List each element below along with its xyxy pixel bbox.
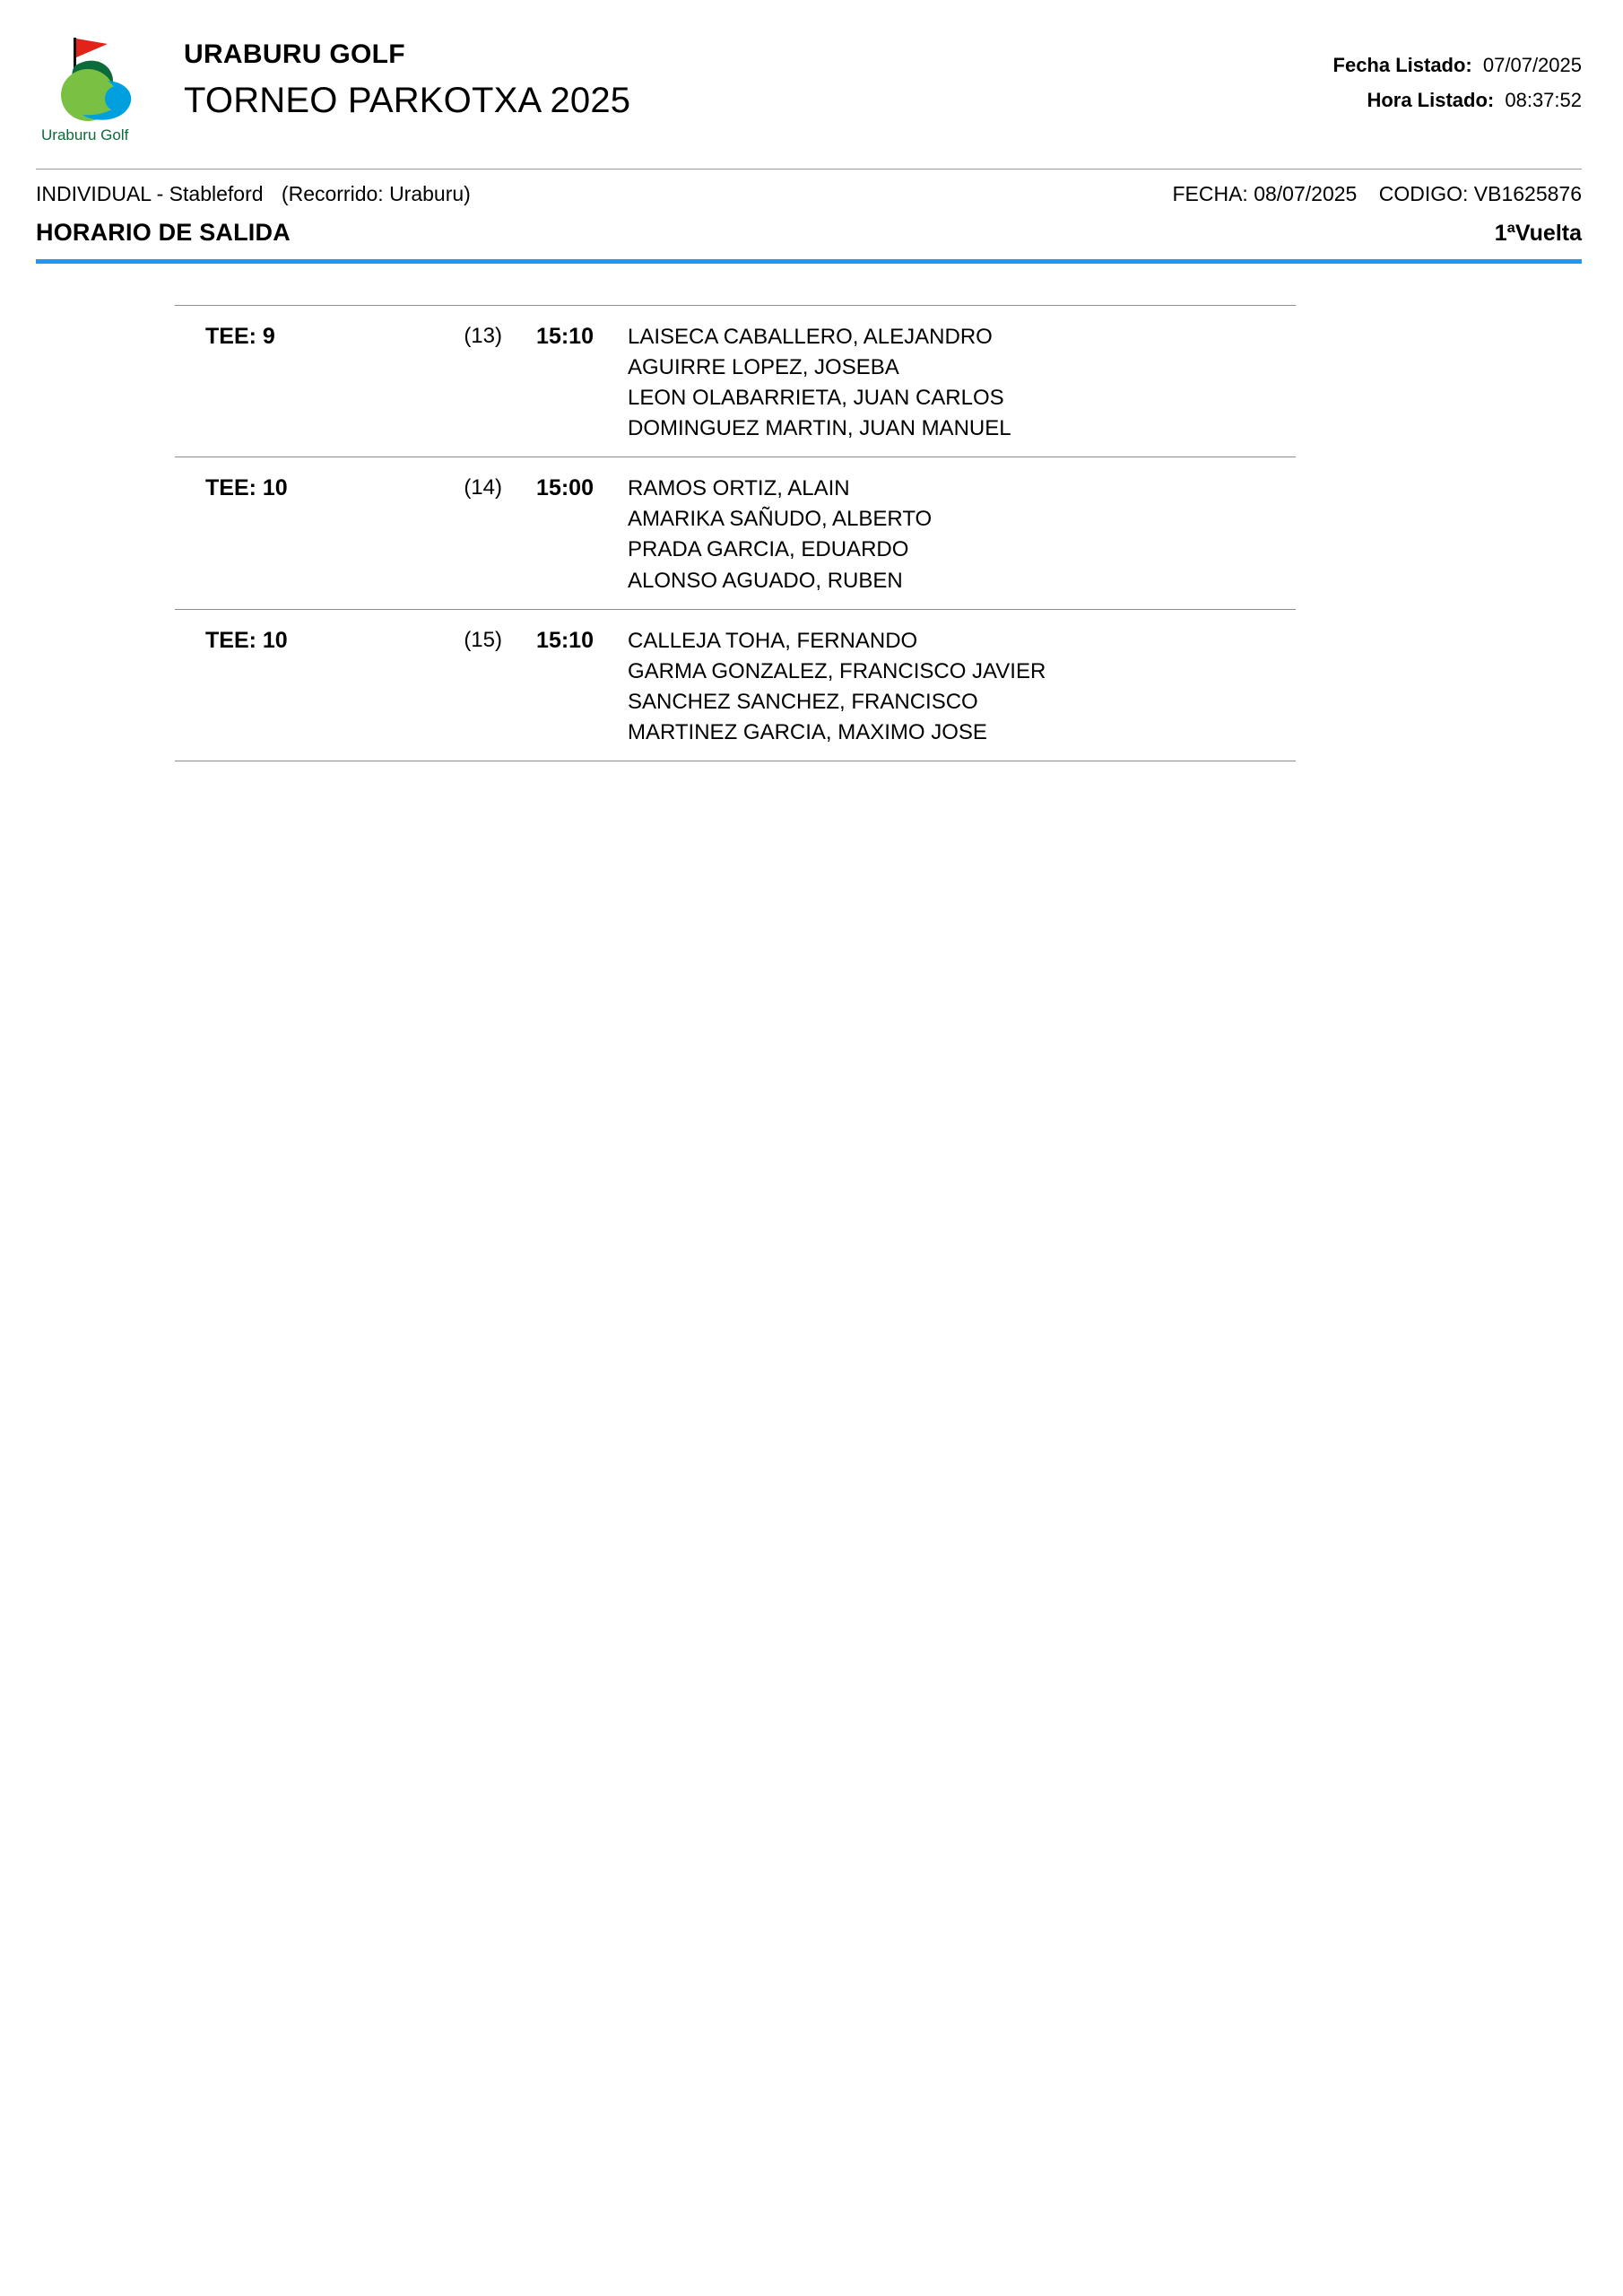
table-row xyxy=(175,457,1296,608)
club-name: URABURU GOLF xyxy=(184,39,405,69)
tee-label: TEE: 10 xyxy=(205,475,288,501)
player-list xyxy=(628,626,1296,748)
group-number: (13) xyxy=(464,324,502,348)
competition-code: CODIGO: VB1625876 xyxy=(1378,182,1582,205)
tee-label: TEE: 9 xyxy=(205,324,275,349)
start-times-table xyxy=(175,305,1296,761)
section-title: HORARIO DE SALIDA xyxy=(36,219,291,246)
list-item: ALONSO AGUADO, RUBEN xyxy=(628,568,903,593)
round-label: 1ªVuelta xyxy=(1494,221,1582,246)
uraburu-golf-logo xyxy=(38,30,159,156)
modality-label: INDIVIDUAL - Stableford xyxy=(36,182,264,205)
document-header xyxy=(36,27,1582,156)
list-item: CALLEJA TOHA, FERNANDO xyxy=(628,628,918,653)
list-item: DOMINGUEZ MARTIN, JUAN MANUEL xyxy=(628,416,1011,441)
listing-date-value: 07/07/2025 xyxy=(1482,54,1582,76)
listing-date-row xyxy=(1333,48,1582,83)
header-divider xyxy=(36,169,1582,170)
header-left xyxy=(38,27,630,156)
page-title: TORNEO PARKOTXA 2025 xyxy=(184,81,631,120)
start-time: 15:10 xyxy=(536,627,594,653)
list-item: PRADA GARCIA, EDUARDO xyxy=(628,537,909,562)
course-label: (Recorrido: Uraburu) xyxy=(281,182,471,205)
tee-label: TEE: 10 xyxy=(205,627,288,653)
list-item: RAMOS ORTIZ, ALAIN xyxy=(628,476,850,501)
group-number: (14) xyxy=(464,475,502,500)
listing-date-label: Fecha Listado: xyxy=(1332,54,1472,76)
competition-info xyxy=(36,182,1582,206)
header-titles xyxy=(184,39,630,123)
listing-metadata xyxy=(1333,48,1582,117)
start-time: 15:00 xyxy=(536,475,594,501)
section-header xyxy=(36,219,1582,247)
competition-info-left xyxy=(36,182,471,206)
competition-date: FECHA: 08/07/2025 xyxy=(1172,182,1358,205)
accent-divider xyxy=(36,259,1582,264)
table-row xyxy=(175,609,1296,761)
list-item: LEON OLABARRIETA, JUAN CARLOS xyxy=(628,386,1004,411)
listing-time-value: 08:37:52 xyxy=(1505,88,1582,111)
listing-time-label: Hora Listado: xyxy=(1367,88,1495,111)
listing-time-row xyxy=(1333,83,1582,118)
list-item: AGUIRRE LOPEZ, JOSEBA xyxy=(628,355,899,380)
player-list xyxy=(628,322,1296,444)
list-item: LAISECA CABALLERO, ALEJANDRO xyxy=(628,325,993,349)
logo-text: Uraburu Golf xyxy=(41,126,129,144)
table-row xyxy=(175,305,1296,457)
start-time: 15:10 xyxy=(536,324,594,349)
list-item: GARMA GONZALEZ, FRANCISCO JAVIER xyxy=(628,658,1046,683)
group-number: (15) xyxy=(464,627,502,652)
player-list xyxy=(628,474,1296,596)
list-item: SANCHEZ SANCHEZ, FRANCISCO xyxy=(628,689,978,714)
competition-info-right xyxy=(1172,182,1582,206)
list-item: AMARIKA SAÑUDO, ALBERTO xyxy=(628,507,933,532)
list-item: MARTINEZ GARCIA, MAXIMO JOSE xyxy=(628,719,987,744)
